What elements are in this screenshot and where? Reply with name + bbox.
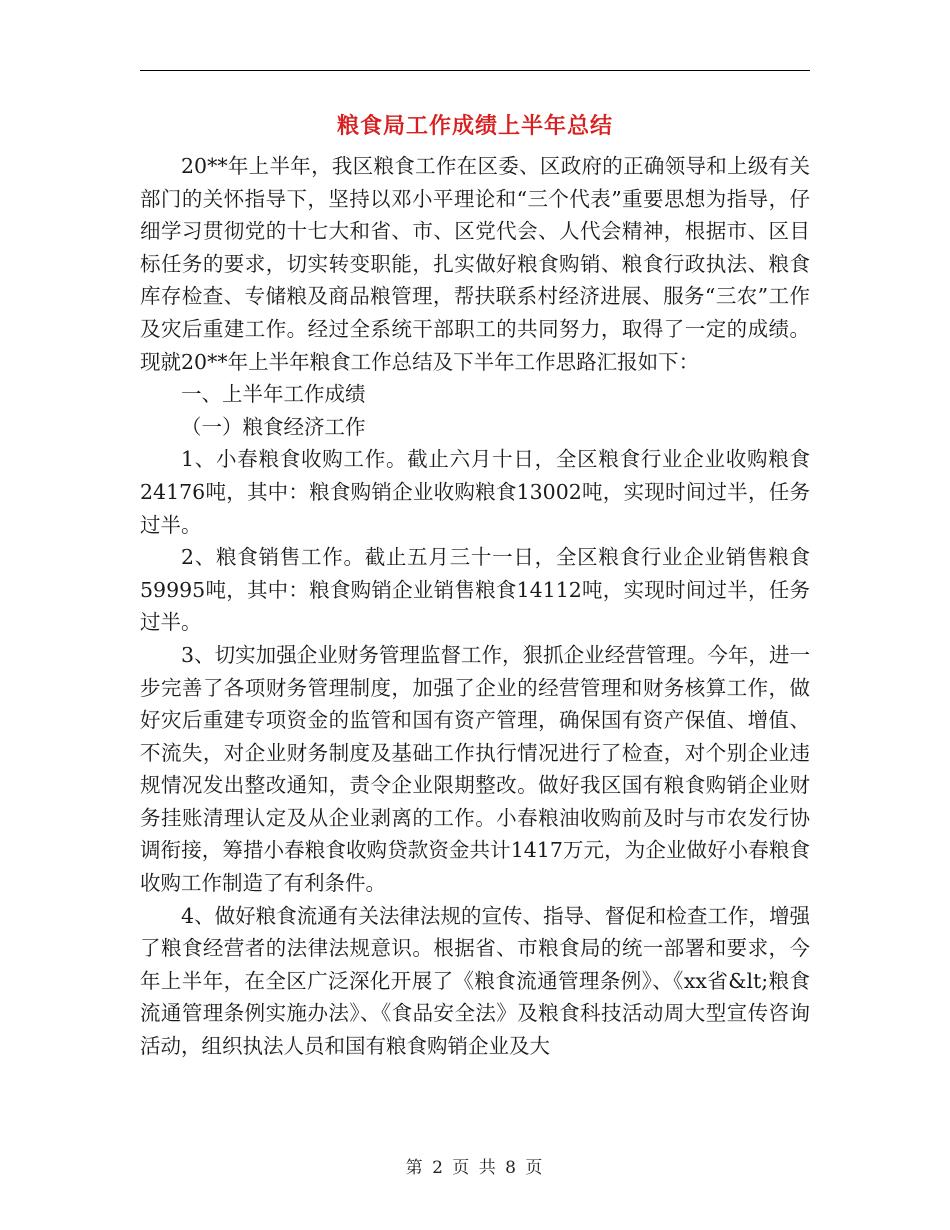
document-body <box>140 150 810 1063</box>
document-title: 粮食局工作成绩上半年总结 <box>336 114 613 139</box>
header-rule <box>140 70 810 71</box>
page-number-footer: 第 2 页 共 8 页 <box>405 1158 545 1178</box>
subsection-heading: （一）粮食经济工作 <box>181 414 366 439</box>
body-paragraph: 3、切实加强企业财务管理监督工作，狠抓企业经营管理。今年，进一步完善了各项财务管理制度，加强了企业的经营管理和财务核算工作，做好灾后重建专项资金的监管和国有资产管理，确保国有资产保值、增值、不流失，对企业财务制度及基础工作执行情况进行了检查，对个别企业违规情况发出整改通知，责令企业限期整改。做好我区国有粮食购销企业财务挂账清理认定及从企业剥离的工作。小春粮油收购前及时与市农发行协调衔接，筹措小春粮食收购贷款资金共计1417万元，为企业做好小春粮食收购工作制造了有利条件。 <box>140 642 810 896</box>
body-paragraph: 4、做好粮食流通有关法律法规的宣传、指导、督促和检查工作，增强了粮食经营者的法律法规意识。根据省、市粮食局的统一部署和要求，今年上半年，在全区广泛深化开展了《粮食流通管理条例》、《xx省&lt;粮食流通管理条例实施办法》、《食品安全法》及粮食科技活动周大型宣传咨询活动，组织执法人员和国有粮食购销企业及大 <box>140 903 810 1059</box>
section-heading: 一、上半年工作成绩 <box>181 382 366 407</box>
intro-paragraph: 20**年上半年，我区粮食工作在区委、区政府的正确领导和上级有关部门的关怀指导下，坚持以邓小平理论和“三个代表”重要思想为指导，仔细学习贯彻党的十七大和省、市、区党代会、人代会精神，根据市、区目标任务的要求，切实转变职能，扎实做好粮食购销、粮食行政执法、粮食库存检查、专储粮及商品粮管理，帮扶联系村经济进展、服务“三农”工作及灾后重建工作。经过全系统干部职工的共同努力，取得了一定的成绩。现就20**年上半年粮食工作总结及下半年工作思路汇报如下： <box>140 154 810 374</box>
body-paragraph: 1、小春粮食收购工作。截止六月十日，全区粮食行业企业收购粮食24176吨，其中：粮食购销企业收购粮食13002吨，实现时间过半，任务过半。 <box>140 447 810 537</box>
body-paragraph: 2、粮食销售工作。截止五月三十一日，全区粮食行业企业销售粮食59995吨，其中：粮食购销企业销售粮食14112吨，实现时间过半，任务过半。 <box>140 545 810 635</box>
